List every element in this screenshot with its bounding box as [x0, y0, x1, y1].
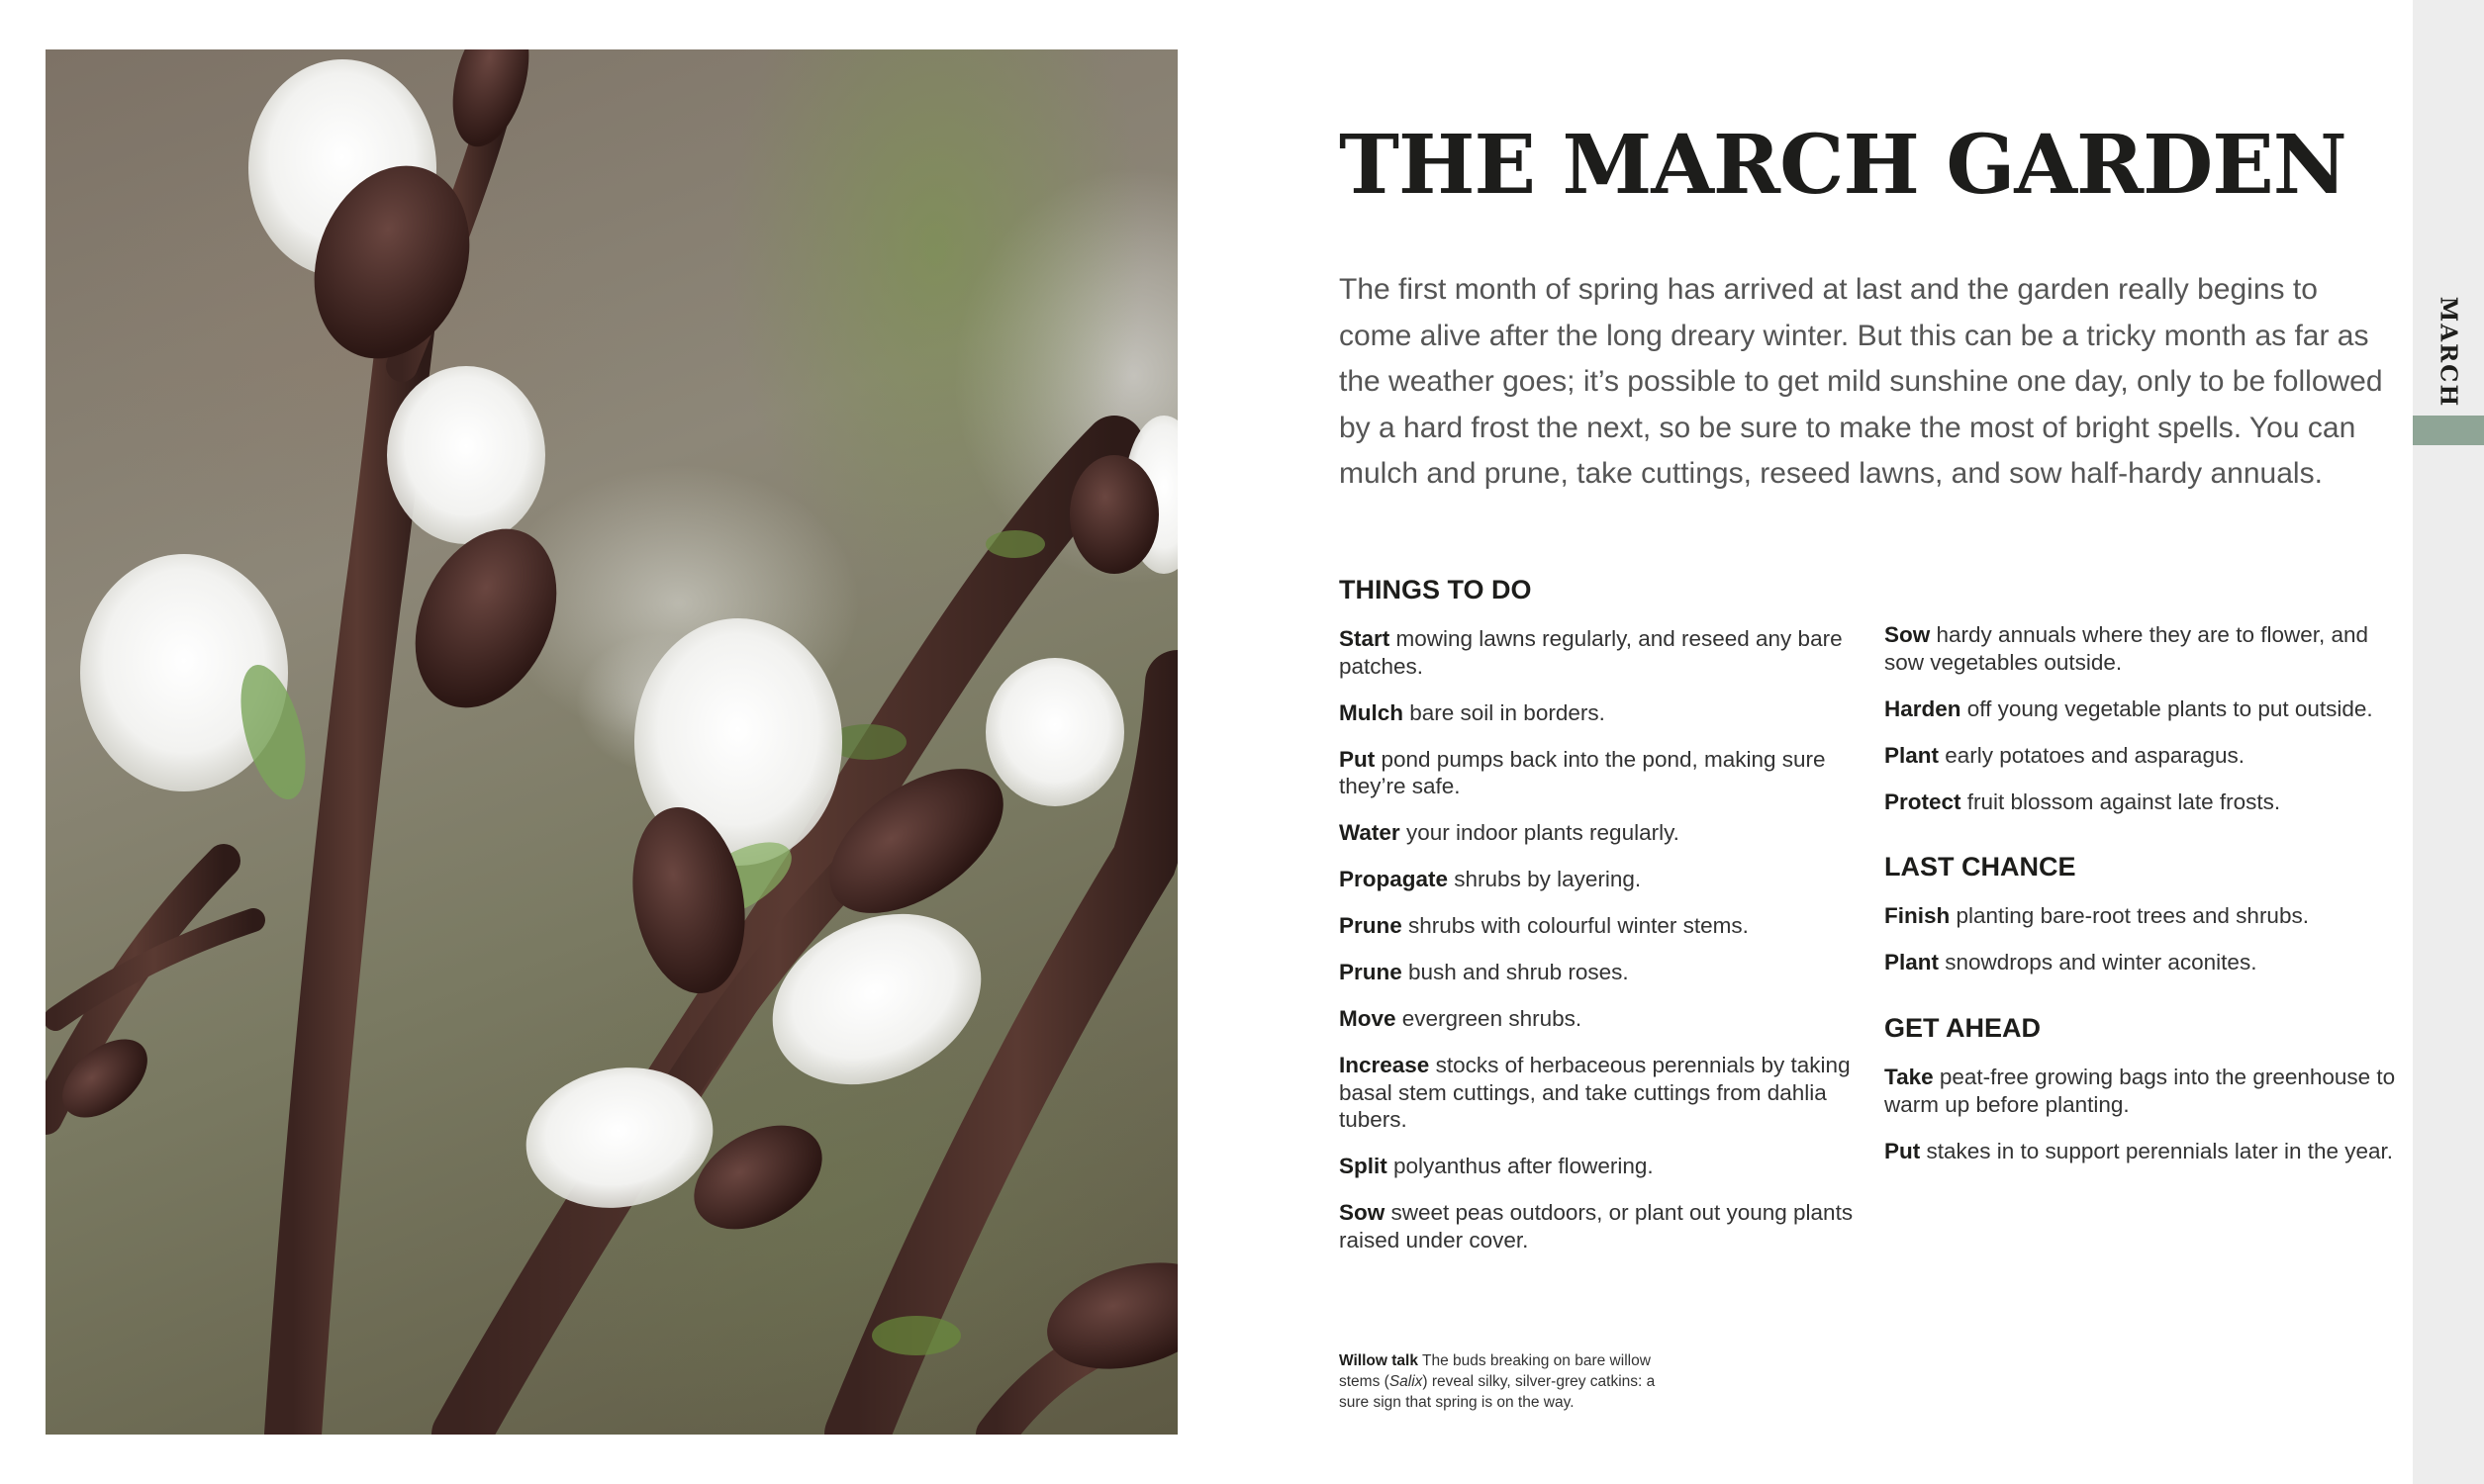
- task-text: off young vegetable plants to put outside.: [1960, 696, 2373, 721]
- task-text: polyanthus after flowering.: [1386, 1154, 1654, 1179]
- task-item: [1339, 866, 1854, 893]
- task-item: [1884, 949, 2399, 976]
- task-text: pond pumps back into the pond, making sure they’re safe.: [1339, 746, 1826, 799]
- task-item: [1339, 625, 1854, 680]
- task-text: shrubs with colourful winter stems.: [1401, 913, 1749, 939]
- task-text: hardy annuals where they are to flower, and sow vegetables outside.: [1884, 622, 2369, 675]
- get-ahead-list: [1884, 1064, 2399, 1164]
- task-verb: Put: [1339, 746, 1376, 772]
- task-text: snowdrops and winter aconites.: [1939, 950, 2257, 975]
- task-item: [1339, 1153, 1854, 1180]
- intro-paragraph: The first month of spring has arrived at last and the garden really begins to come alive after the long dreary winter. But this can be a tricky month as far as the weather goes; it’s possible to get mild sunshine one day, only to be followed by a hard frost the next, so be sure to make the most of bright spells. You can mulch and prune, take cuttings, reseed lawns, and sow half-hardy annuals.: [1339, 273, 2383, 490]
- last-chance-list: [1884, 902, 2399, 976]
- task-item: [1884, 902, 2399, 930]
- chapter-tab-accent: [2413, 416, 2484, 445]
- task-item: [1339, 1005, 1854, 1033]
- task-verb: Start: [1339, 626, 1390, 652]
- task-verb: Split: [1339, 1154, 1387, 1179]
- task-item: [1884, 696, 2399, 723]
- task-text: sweet peas outdoors, or plant out young plants raised under cover.: [1339, 1200, 1854, 1252]
- task-verb: Plant: [1884, 742, 1940, 768]
- task-verb: Plant: [1884, 950, 1940, 975]
- task-text: early potatoes and asparagus.: [1939, 742, 2245, 768]
- task-text: peat-free growing bags into the greenhouse to warm up before planting.: [1884, 1065, 2396, 1117]
- task-text: mowing lawns regularly, and reseed any bare patches.: [1339, 626, 1843, 679]
- task-verb: Prune: [1339, 960, 1402, 985]
- get-ahead-heading: GET AHEAD: [1884, 1012, 2042, 1043]
- task-verb: Water: [1339, 820, 1400, 846]
- task-item: [1339, 959, 1854, 986]
- task-verb: Harden: [1884, 696, 1961, 721]
- task-verb: Sow: [1339, 1200, 1385, 1226]
- task-verb: Put: [1884, 1138, 1921, 1163]
- task-text: shrubs by layering.: [1448, 867, 1642, 892]
- task-item: [1339, 1052, 1854, 1134]
- task-verb: Finish: [1884, 903, 1951, 929]
- caption-text-before: The buds breaking on bare willow stems (: [1339, 1352, 1651, 1390]
- task-text: stocks of herbaceous perennials by taking basal stem cuttings, and take cuttings from dahlia tubers.: [1339, 1053, 1851, 1133]
- chapter-tab-label: MARCH: [2435, 296, 2462, 409]
- task-verb: Increase: [1339, 1053, 1430, 1078]
- photo-caption: [1339, 1350, 1675, 1413]
- task-item: [1884, 742, 2399, 770]
- task-text: planting bare-root trees and shrubs.: [1950, 903, 2309, 929]
- task-verb: Mulch: [1339, 699, 1403, 725]
- task-text: bare soil in borders.: [1403, 699, 1605, 725]
- last-chance-heading: LAST CHANCE: [1884, 852, 2076, 881]
- task-item: [1884, 788, 2399, 816]
- task-item: [1884, 1064, 2399, 1118]
- task-text: fruit blossom against late frosts.: [1960, 788, 2281, 814]
- task-item: [1339, 912, 1854, 940]
- task-text: stakes in to support perennials later in the year.: [1920, 1138, 2394, 1163]
- caption-italic: Salix: [1388, 1373, 1423, 1390]
- willow-branches-illustration: [46, 49, 1178, 1435]
- willow-catkin-photo: [46, 49, 1178, 1435]
- chapter-side-tab: [2413, 0, 2484, 1484]
- task-text: bush and shrub roses.: [1401, 960, 1629, 985]
- things-to-do-column-right: [1884, 621, 2399, 1184]
- task-verb: Protect: [1884, 788, 1961, 814]
- task-verb: Sow: [1884, 622, 1931, 647]
- caption-text-after: ) reveal silky, silver-grey catkins: a sure sign that spring is on the way.: [1339, 1373, 1656, 1411]
- page-title: THE MARCH GARDEN: [1339, 118, 2346, 213]
- task-verb: Move: [1339, 1006, 1396, 1032]
- task-text: evergreen shrubs.: [1395, 1006, 1582, 1032]
- task-item: [1339, 819, 1854, 847]
- things-to-do-column-left: [1339, 574, 1854, 1273]
- task-item: [1884, 1138, 2399, 1165]
- task-verb: Prune: [1339, 913, 1402, 939]
- caption-title: Willow talk: [1339, 1352, 1418, 1369]
- things-to-do-list-continued: [1884, 621, 2399, 815]
- things-to-do-heading: THINGS TO DO: [1339, 575, 1532, 604]
- task-item: [1884, 621, 2399, 676]
- task-verb: Propagate: [1339, 867, 1449, 892]
- task-item: [1339, 699, 1854, 727]
- things-to-do-list: [1339, 625, 1854, 1253]
- task-item: [1339, 746, 1854, 800]
- task-item: [1339, 1199, 1854, 1253]
- task-text: your indoor plants regularly.: [1399, 820, 1679, 846]
- task-verb: Take: [1884, 1065, 1934, 1090]
